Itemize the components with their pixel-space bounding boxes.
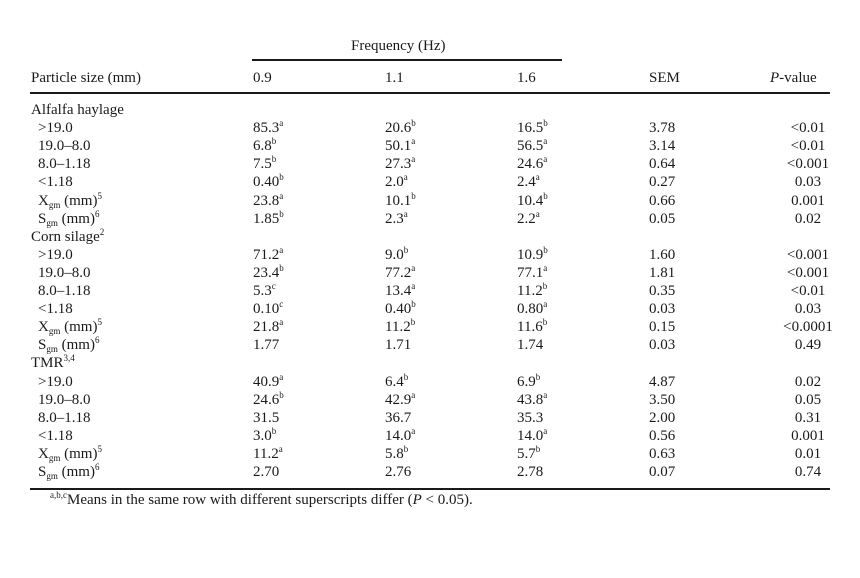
row-label-text: >19.0 bbox=[38, 373, 73, 390]
row-label bbox=[38, 373, 73, 391]
value-text: 10.4 bbox=[517, 192, 544, 209]
footnote-text: Means in the same row with different superscripts differ ( bbox=[67, 492, 413, 508]
value-text: 77.1 bbox=[517, 264, 544, 281]
cell-freq-0-9 bbox=[253, 373, 283, 391]
value-superscript: b bbox=[279, 389, 284, 400]
value-superscript: a bbox=[279, 317, 284, 328]
p-italic: P bbox=[770, 70, 780, 86]
value-text: 3.0 bbox=[253, 427, 272, 444]
cell-freq-1-6 bbox=[517, 409, 543, 427]
frequency-group-rule bbox=[252, 59, 562, 61]
cell-freq-0-9 bbox=[253, 210, 284, 228]
value-superscript: b bbox=[271, 154, 277, 165]
row-label-text: S bbox=[38, 210, 47, 227]
row-label-sup: 5 bbox=[97, 317, 102, 328]
value-text: 14.0 bbox=[517, 427, 544, 444]
value-superscript: a bbox=[279, 244, 284, 255]
value-text: 16.5 bbox=[517, 120, 544, 137]
row-label bbox=[38, 246, 73, 264]
cell-sem: 0.05 bbox=[649, 210, 676, 227]
col-header-sem: SEM bbox=[649, 70, 680, 86]
value-superscript: b bbox=[543, 244, 548, 255]
value-superscript: a bbox=[543, 154, 548, 165]
value-text: 2.3 bbox=[385, 210, 404, 227]
value-text: 11.2 bbox=[253, 445, 279, 462]
value-superscript: b bbox=[403, 371, 409, 382]
value-superscript: a bbox=[411, 154, 416, 165]
cell-sem: 1.60 bbox=[649, 246, 676, 263]
value-text: 43.8 bbox=[517, 391, 544, 408]
cell-freq-1-6 bbox=[517, 318, 547, 336]
cell-sem: 0.15 bbox=[649, 319, 676, 336]
cell-freq-0-9 bbox=[253, 282, 276, 300]
row-label bbox=[38, 318, 102, 336]
cell-freq-0-9 bbox=[253, 137, 276, 155]
cell-freq-1-6 bbox=[517, 246, 548, 264]
section-title bbox=[31, 101, 124, 119]
value-superscript: a bbox=[279, 118, 284, 129]
row-label bbox=[38, 119, 73, 137]
value-superscript: a bbox=[535, 172, 540, 183]
value-text: 6.8 bbox=[253, 138, 272, 155]
cell-freq-1-6 bbox=[517, 427, 547, 445]
cell-p-value: 0.001 bbox=[791, 192, 825, 209]
cell-freq-1-1 bbox=[385, 463, 411, 481]
value-text: 20.6 bbox=[385, 120, 412, 137]
row-label-text: S bbox=[38, 337, 47, 354]
cell-freq-1-1 bbox=[385, 445, 408, 463]
cell-freq-1-6 bbox=[517, 210, 540, 228]
cell-p-value: 0.31 bbox=[794, 409, 822, 426]
cell-freq-1-1 bbox=[385, 282, 415, 300]
cell-p-value: <0.01 bbox=[790, 283, 826, 299]
value-text: 21.8 bbox=[253, 319, 280, 336]
footnote-clip bbox=[30, 490, 830, 508]
cell-sem: 0.35 bbox=[649, 283, 676, 299]
value-text: 10.1 bbox=[385, 192, 412, 209]
section-title-text: TMR bbox=[31, 355, 64, 372]
section-title-text: Alfalfa haylage bbox=[31, 102, 124, 118]
cell-freq-1-1 bbox=[385, 264, 415, 282]
value-text: 2.0 bbox=[385, 174, 404, 191]
row-label-sup: 6 bbox=[94, 335, 100, 346]
cell-p-value: 0.02 bbox=[794, 373, 822, 390]
cell-freq-1-6 bbox=[517, 173, 540, 191]
value-superscript: a bbox=[279, 190, 284, 201]
cell-freq-1-6 bbox=[517, 119, 548, 137]
value-text: 0.10 bbox=[253, 301, 280, 318]
value-text: 0.40 bbox=[385, 301, 412, 318]
frequency-group-header: Frequency (Hz) bbox=[351, 38, 446, 54]
cell-p-value: 0.01 bbox=[794, 445, 822, 462]
row-label-text: X bbox=[38, 445, 49, 462]
row-label-sub: gm bbox=[46, 471, 58, 481]
cell-freq-0-9 bbox=[253, 246, 283, 264]
value-superscript: b bbox=[542, 317, 548, 328]
row-label-unit: (mm) bbox=[60, 445, 98, 462]
cell-p-value: 0.49 bbox=[794, 337, 822, 354]
row-label bbox=[38, 192, 102, 210]
value-superscript: b bbox=[271, 136, 277, 147]
value-text: 77.2 bbox=[385, 264, 412, 281]
row-label-unit: (mm) bbox=[60, 192, 98, 209]
row-label-text: >19.0 bbox=[38, 120, 73, 137]
section-title bbox=[31, 228, 104, 246]
row-label bbox=[38, 427, 73, 445]
cell-freq-1-6 bbox=[517, 336, 543, 354]
row-label bbox=[38, 445, 102, 463]
value-text: 10.9 bbox=[517, 246, 544, 263]
row-label-sub: gm bbox=[46, 217, 58, 228]
row-label-unit: (mm) bbox=[57, 464, 95, 480]
row-label-text: <1.18 bbox=[38, 174, 73, 191]
cell-freq-1-6 bbox=[517, 300, 547, 318]
cell-freq-0-9 bbox=[253, 119, 283, 137]
col-header-freq-1-1: 1.1 bbox=[385, 70, 404, 86]
row-label-text: 8.0–1.18 bbox=[38, 156, 91, 173]
cell-p-value: 0.74 bbox=[794, 464, 822, 480]
row-label-text: 8.0–1.18 bbox=[38, 409, 91, 426]
value-text: 0.40 bbox=[253, 174, 280, 191]
value-text: 7.5 bbox=[253, 156, 272, 173]
row-label-sup: 5 bbox=[97, 443, 102, 454]
cell-sem: 3.78 bbox=[649, 120, 676, 137]
value-text: 23.8 bbox=[253, 192, 280, 209]
value-text: 1.77 bbox=[253, 337, 280, 354]
section-title-sup: 2 bbox=[99, 226, 105, 237]
cell-freq-1-1 bbox=[385, 409, 411, 427]
cell-freq-1-6 bbox=[517, 282, 547, 300]
cell-freq-1-1 bbox=[385, 155, 415, 173]
value-text: 23.4 bbox=[253, 264, 280, 281]
row-label-text: X bbox=[38, 319, 49, 336]
cell-sem: 0.56 bbox=[649, 427, 676, 444]
value-superscript: b bbox=[279, 208, 284, 219]
row-label-text: 19.0–8.0 bbox=[38, 264, 91, 281]
row-label bbox=[38, 137, 91, 155]
value-text: 11.2 bbox=[517, 283, 543, 299]
value-text: 6.4 bbox=[385, 373, 404, 390]
cell-freq-1-1 bbox=[385, 192, 416, 210]
value-superscript: b bbox=[271, 425, 277, 436]
value-superscript: a bbox=[535, 208, 540, 219]
cell-freq-1-1 bbox=[385, 318, 415, 336]
cell-freq-0-9 bbox=[253, 300, 283, 318]
cell-p-value: <0.0001 bbox=[783, 319, 833, 336]
cell-freq-0-9 bbox=[253, 318, 283, 336]
value-text: 6.9 bbox=[517, 373, 536, 390]
value-superscript: a bbox=[403, 172, 408, 183]
p-value-suffix: -value bbox=[779, 70, 817, 86]
cell-p-value: 0.02 bbox=[794, 210, 822, 227]
row-label bbox=[38, 210, 99, 228]
row-label-sub: gm bbox=[48, 199, 61, 210]
cell-freq-1-6 bbox=[517, 445, 540, 463]
cell-sem: 0.64 bbox=[649, 156, 676, 173]
row-label-sub: gm bbox=[48, 326, 61, 337]
value-superscript: c bbox=[279, 299, 284, 310]
value-superscript: b bbox=[543, 190, 548, 201]
row-label bbox=[38, 463, 99, 481]
value-text: 9.0 bbox=[385, 246, 404, 263]
value-text: 14.0 bbox=[385, 427, 412, 444]
cell-freq-0-9 bbox=[253, 427, 276, 445]
row-label bbox=[38, 155, 91, 173]
value-text: 11.2 bbox=[385, 319, 411, 336]
value-superscript: a bbox=[403, 208, 408, 219]
cell-freq-0-9 bbox=[253, 192, 283, 210]
cell-p-value: <0.01 bbox=[790, 120, 826, 137]
cell-freq-1-6 bbox=[517, 192, 548, 210]
cell-p-value: 0.001 bbox=[791, 427, 825, 444]
row-label bbox=[38, 300, 73, 318]
row-label-sub: gm bbox=[48, 452, 61, 463]
cell-sem: 4.87 bbox=[649, 373, 676, 390]
cell-p-value: <0.001 bbox=[786, 156, 830, 173]
cell-freq-1-6 bbox=[517, 264, 547, 282]
value-text: 50.1 bbox=[385, 138, 412, 155]
row-label bbox=[38, 173, 73, 191]
cell-freq-0-9 bbox=[253, 445, 283, 463]
row-label-sup: 6 bbox=[94, 208, 100, 219]
value-text: 1.74 bbox=[517, 337, 544, 354]
row-label-sup: 5 bbox=[97, 190, 102, 201]
cell-p-value: 0.05 bbox=[794, 391, 822, 408]
value-text: 24.6 bbox=[517, 156, 544, 173]
section-title-text: Corn silage bbox=[31, 228, 100, 245]
cell-freq-0-9 bbox=[253, 463, 279, 481]
col-header-p-value bbox=[770, 69, 817, 87]
value-superscript: b bbox=[403, 443, 409, 454]
cell-freq-0-9 bbox=[253, 155, 276, 173]
row-label bbox=[38, 282, 91, 300]
cell-sem: 1.81 bbox=[649, 264, 676, 281]
value-text: 85.3 bbox=[253, 120, 280, 137]
value-superscript: b bbox=[279, 172, 284, 183]
cell-freq-1-1 bbox=[385, 137, 415, 155]
cell-sem: 3.50 bbox=[649, 391, 676, 408]
value-text: 5.8 bbox=[385, 445, 404, 462]
cell-sem: 0.63 bbox=[649, 445, 676, 462]
value-text: 24.6 bbox=[253, 391, 280, 408]
row-label bbox=[38, 409, 91, 427]
cell-freq-1-1 bbox=[385, 300, 416, 318]
cell-freq-1-1 bbox=[385, 246, 408, 264]
row-label-sup: 6 bbox=[94, 462, 100, 472]
value-superscript: a bbox=[411, 389, 416, 400]
value-text: 31.5 bbox=[253, 409, 280, 426]
row-label-text: X bbox=[38, 192, 49, 209]
value-superscript: b bbox=[410, 317, 416, 328]
cell-p-value: <0.01 bbox=[790, 138, 826, 155]
row-label bbox=[38, 336, 99, 354]
cell-p-value: <0.001 bbox=[786, 264, 830, 281]
cell-freq-1-1 bbox=[385, 173, 408, 191]
section-title bbox=[31, 354, 75, 372]
cell-freq-1-1 bbox=[385, 210, 408, 228]
cell-sem: 0.03 bbox=[649, 301, 676, 318]
value-text: 71.2 bbox=[253, 246, 280, 263]
cell-freq-1-6 bbox=[517, 391, 547, 409]
footnote-sup: a,b,c bbox=[50, 490, 67, 500]
row-label bbox=[38, 391, 91, 409]
row-label-text: <1.18 bbox=[38, 427, 73, 444]
footnote-p: P bbox=[412, 492, 422, 508]
cell-p-value: 0.03 bbox=[794, 174, 822, 191]
row-label-text: S bbox=[38, 464, 47, 480]
value-text: 5.7 bbox=[517, 445, 536, 462]
value-superscript: a bbox=[411, 425, 416, 436]
value-superscript: b bbox=[279, 262, 284, 273]
cell-sem: 0.27 bbox=[649, 174, 676, 191]
value-text: 11.6 bbox=[517, 319, 543, 336]
cell-freq-1-1 bbox=[385, 336, 411, 354]
cell-freq-0-9 bbox=[253, 336, 279, 354]
cell-p-value: 0.03 bbox=[794, 301, 822, 318]
value-text: 42.9 bbox=[385, 391, 412, 408]
row-label-text: 8.0–1.18 bbox=[38, 283, 91, 299]
value-text: 27.3 bbox=[385, 156, 412, 173]
row-label-text: >19.0 bbox=[38, 246, 73, 263]
row-label-text: <1.18 bbox=[38, 301, 73, 318]
value-superscript: b bbox=[411, 299, 416, 310]
row-label-unit: (mm) bbox=[57, 210, 95, 227]
value-superscript: b bbox=[543, 118, 548, 129]
value-text: 5.3 bbox=[253, 283, 272, 299]
value-superscript: a bbox=[543, 136, 548, 147]
top-rule bbox=[30, 92, 830, 94]
cell-sem: 0.07 bbox=[649, 464, 676, 480]
value-superscript: a bbox=[279, 371, 284, 382]
cell-freq-1-6 bbox=[517, 463, 543, 481]
section-title-sup: 3,4 bbox=[63, 353, 75, 364]
value-superscript: a bbox=[543, 425, 548, 436]
cell-freq-0-9 bbox=[253, 391, 284, 409]
value-superscript: b bbox=[535, 443, 541, 454]
value-text: 2.78 bbox=[517, 464, 544, 480]
value-superscript: a bbox=[411, 262, 416, 273]
cell-freq-1-1 bbox=[385, 427, 415, 445]
cell-freq-1-6 bbox=[517, 373, 540, 391]
value-superscript: a bbox=[278, 443, 283, 454]
row-label-unit: (mm) bbox=[60, 319, 98, 336]
value-superscript: b bbox=[411, 190, 416, 201]
value-superscript: c bbox=[271, 281, 276, 291]
cell-p-value: <0.001 bbox=[786, 246, 830, 263]
value-text: 1.71 bbox=[385, 337, 412, 354]
cell-freq-1-6 bbox=[517, 155, 547, 173]
row-label-sub: gm bbox=[46, 344, 58, 355]
value-superscript: a bbox=[543, 389, 548, 400]
cell-freq-1-1 bbox=[385, 373, 408, 391]
value-superscript: a bbox=[411, 281, 416, 291]
value-text: 1.85 bbox=[253, 210, 280, 227]
value-text: 2.2 bbox=[517, 210, 536, 227]
row-label-text: 19.0–8.0 bbox=[38, 391, 91, 408]
footnote-text-end: < 0.05). bbox=[421, 492, 473, 508]
row-label-unit: (mm) bbox=[57, 337, 95, 354]
cell-freq-0-9 bbox=[253, 173, 284, 191]
value-text: 36.7 bbox=[385, 409, 412, 426]
value-superscript: b bbox=[535, 371, 541, 382]
value-superscript: b bbox=[411, 118, 416, 129]
value-text: 40.9 bbox=[253, 373, 280, 390]
row-label bbox=[38, 264, 91, 282]
col-header-particle-size: Particle size (mm) bbox=[31, 70, 141, 86]
row-label-text: 19.0–8.0 bbox=[38, 138, 91, 155]
value-text: 0.80 bbox=[517, 301, 544, 318]
value-superscript: a bbox=[543, 262, 548, 273]
value-text: 2.70 bbox=[253, 464, 280, 480]
cell-freq-0-9 bbox=[253, 409, 279, 427]
cell-freq-0-9 bbox=[253, 264, 284, 282]
cell-sem: 3.14 bbox=[649, 138, 676, 155]
value-text: 13.4 bbox=[385, 283, 412, 299]
value-text: 35.3 bbox=[517, 409, 544, 426]
cell-freq-1-6 bbox=[517, 137, 547, 155]
footnote bbox=[50, 492, 473, 509]
value-superscript: b bbox=[403, 244, 409, 255]
value-superscript: a bbox=[543, 299, 548, 310]
value-text: 2.76 bbox=[385, 464, 412, 480]
col-header-freq-1-6: 1.6 bbox=[517, 70, 536, 86]
cell-sem: 2.00 bbox=[649, 409, 676, 426]
cell-sem: 0.03 bbox=[649, 337, 676, 354]
bottom-rule bbox=[30, 488, 830, 490]
value-text: 56.5 bbox=[517, 138, 544, 155]
col-header-freq-0-9: 0.9 bbox=[253, 70, 272, 86]
cell-sem: 0.66 bbox=[649, 192, 676, 209]
value-superscript: b bbox=[542, 281, 548, 291]
value-superscript: a bbox=[411, 136, 416, 147]
cell-freq-1-1 bbox=[385, 119, 416, 137]
cell-freq-1-1 bbox=[385, 391, 415, 409]
value-text: 2.4 bbox=[517, 174, 536, 191]
